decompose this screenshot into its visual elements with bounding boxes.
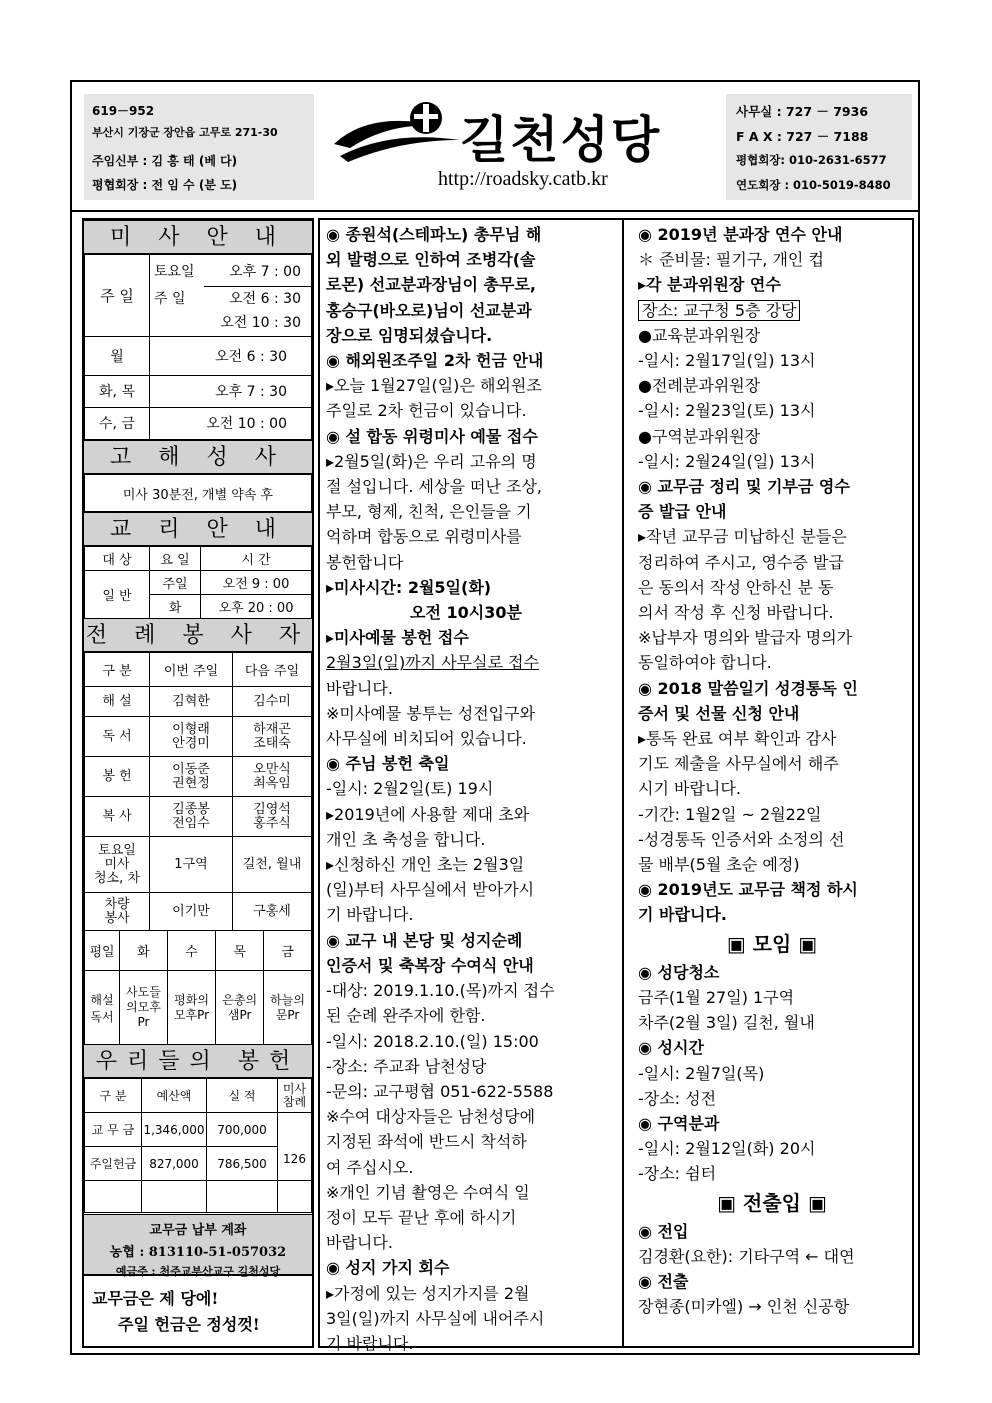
servers-row <box>85 757 312 797</box>
notice-line-text: 된 순례 완주자에 한함. <box>326 1006 486 1026</box>
bulletin-frame <box>70 80 920 1355</box>
notice-line <box>326 474 606 499</box>
notice-line <box>326 1306 606 1331</box>
notice-line-text: -장소: 성전 <box>638 1088 717 1108</box>
notice-line-text: ◉ 2019년 분과장 연수 안내 <box>638 225 843 244</box>
notice-line-text: ▸가정에 있는 성지가지를 2월 <box>326 1283 530 1303</box>
notice-line-text: -장소: 주교좌 남천성당 <box>326 1056 487 1076</box>
sun-time-2: 오전 10 : 30 <box>204 309 312 337</box>
notice-line <box>638 1219 906 1244</box>
server-this-week: 이동준 권현정 <box>150 757 233 797</box>
notice-line-text: ▸미사예물 봉헌 접수 <box>326 628 469 648</box>
servers-h3: 다음 주일 <box>233 653 312 687</box>
notice-line-text: 로몬) 선교분과장님이 총무로, <box>326 275 537 295</box>
mass-table <box>84 254 312 440</box>
notice-line-text: -일시: 2월7일(목) <box>638 1063 765 1083</box>
notice-line <box>638 1010 906 1035</box>
notice-line-text: ◉ 성시간 <box>638 1038 704 1058</box>
server-this-week: 김혁한 <box>150 687 233 717</box>
notice-line-text: -일시: 2018.2.10.(일) 15:00 <box>326 1031 539 1051</box>
notice-line <box>638 348 906 373</box>
notice-line-text: 개인 초 축성을 합니다. <box>326 829 486 849</box>
notice-line <box>326 776 606 801</box>
notice-line <box>638 625 906 650</box>
notice-line <box>638 960 906 985</box>
notice-line <box>326 272 606 297</box>
notice-line <box>638 701 906 726</box>
weekday-header: 화 <box>120 931 168 971</box>
notice-line <box>326 499 606 524</box>
notice-line <box>326 852 606 877</box>
tithe-label: 교 무 금 <box>85 1113 142 1147</box>
sunday-offering-label: 주일헌금 <box>85 1147 142 1181</box>
notice-line <box>638 751 906 776</box>
confession-title: 고 해 성 사 <box>84 440 312 474</box>
notice-line <box>326 902 606 927</box>
fax: F A X : 727 － 7188 <box>736 129 869 144</box>
notice-line <box>326 1255 606 1280</box>
notice-line-text: -대상: 2019.1.10.(목)까지 접수 <box>326 981 555 1001</box>
middle-column <box>326 222 606 1356</box>
wed-time: 오전 10 : 00 <box>150 407 312 439</box>
servers-row <box>85 687 312 717</box>
notice-line <box>326 1281 606 1306</box>
notice-line-text: ▸미사시간: 2월5일(화) <box>326 577 492 597</box>
notice-line <box>638 323 906 348</box>
notice-line <box>638 398 906 423</box>
server-this-week: 1구역 <box>150 837 233 893</box>
notice-line <box>638 726 906 751</box>
notice-line-text: -일시: 2월24일(일) 13시 <box>638 451 816 471</box>
account-holder: 예금주 : 천주교부산교구 길천성당 <box>115 1265 281 1278</box>
notice-line-text: ▸오늘 1월27일(일)은 해외원조 <box>326 376 542 396</box>
sat-label: 토요일 <box>150 255 205 287</box>
notice-line <box>638 1035 906 1060</box>
tithe-actual: 700,000 <box>207 1113 278 1147</box>
account-title: 교무금 납부 계좌 <box>149 1223 247 1238</box>
notice-line <box>638 524 906 549</box>
notice-line <box>326 701 606 726</box>
notice-line <box>638 550 906 575</box>
servers-h2: 이번 주일 <box>150 653 233 687</box>
notice-line-text: 증 발급 안내 <box>638 502 727 522</box>
office-phone: 사무실 : 727 － 7936 <box>736 104 869 119</box>
catechism-day-1: 주일 <box>150 571 201 595</box>
notice-line-text: ●전례분과위원장 <box>638 376 761 396</box>
notice-line-text: ◉ 설 합동 위령미사 예물 접수 <box>326 426 538 446</box>
wed-label: 수, 금 <box>85 407 150 439</box>
notice-line-text: ●구역분과위원장 <box>638 426 761 446</box>
notice-line-text: 주일로 2차 헌금이 있습니다. <box>326 401 527 421</box>
left-sidebar <box>82 218 314 1348</box>
server-role: 토요일 미사 청소, 차 <box>85 837 150 893</box>
notice-line <box>638 600 906 625</box>
notice-line <box>326 1180 606 1205</box>
weekday-header: 평일 <box>85 931 120 971</box>
notice-line <box>326 1079 606 1104</box>
notice-line-text: ※개인 기념 촬영은 수여식 일 <box>326 1182 530 1202</box>
notice-line <box>326 524 606 549</box>
pastor: 주임신부 : 김 흥 태 (베 다) <box>92 154 238 168</box>
server-next-week: 하재곤 조태숙 <box>233 717 312 757</box>
notice-line <box>326 802 606 827</box>
notice-line-text: -일시: 2월17일(일) 13시 <box>638 351 816 371</box>
notice-line-text: -장소: 쉼터 <box>638 1164 717 1184</box>
notice-line-text: ※납부자 명의와 발급자 명의가 <box>638 628 853 648</box>
notice-line <box>326 1205 606 1230</box>
notice-line <box>638 650 906 675</box>
notice-line-text: ◉ 전출 <box>638 1271 689 1291</box>
notice-line-text: 2월3일(일)까지 사무실로 접수 <box>326 653 540 673</box>
notice-line-text: 은 동의서 작성 안하신 분 동 <box>638 577 834 597</box>
notice-line-text: 김경환(요한): 기타구역 ← 대연 <box>638 1246 855 1266</box>
server-next-week: 김영석 홍주식 <box>233 797 312 837</box>
notice-line-text: ◉ 2018 말씀일기 성경통독 인 <box>638 678 858 698</box>
offering-h2: 예산액 <box>142 1079 207 1113</box>
catechism-group: 일 반 <box>85 571 150 619</box>
notice-line <box>326 1029 606 1054</box>
sat-time: 오후 7 : 00 <box>204 255 312 287</box>
notice-line <box>326 550 606 575</box>
notice-line-text: ▣ 모임 ▣ <box>726 931 818 956</box>
notice-line-text: -일시: 2월23일(토) 13시 <box>638 401 816 421</box>
sunday-label: 주 일 <box>85 255 150 337</box>
slogan-2: 주일 헌금은 정성껏! <box>118 1315 260 1334</box>
address: 부산시 기장군 장안읍 고무로 271-30 <box>92 126 278 139</box>
notice-line <box>326 1331 606 1356</box>
notice-line-text: ◉ 교무금 정리 및 기부금 영수 <box>638 477 850 497</box>
server-next-week: 김수미 <box>233 687 312 717</box>
server-role: 복 사 <box>85 797 150 837</box>
notice-line <box>638 902 906 927</box>
servers-row <box>85 893 312 931</box>
notice-line <box>326 600 606 625</box>
servers-table <box>84 652 312 931</box>
notice-line-text: ▸통독 완료 여부 확인과 감사 <box>638 729 837 749</box>
church-logo-icon <box>330 100 470 170</box>
notice-line <box>638 499 906 524</box>
server-this-week: 김종봉 전임수 <box>150 797 233 837</box>
attendance: 126 <box>278 1113 312 1181</box>
notice-line-text: 장소: 교구청 5층 강당 <box>638 300 800 321</box>
notice-line <box>326 928 606 953</box>
notice-line <box>326 676 606 701</box>
section-heading <box>638 928 906 960</box>
notice-line <box>638 1269 906 1294</box>
weekday-role: 해설 독서 <box>85 971 120 1045</box>
notice-line-text: 지정된 좌석에 반드시 착석하 <box>326 1132 527 1152</box>
notice-line-text: ▣ 전출입 ▣ <box>717 1190 827 1215</box>
notice-line <box>638 985 906 1010</box>
notice-line <box>638 1244 906 1269</box>
slogan-1: 교무금은 제 당에! <box>92 1289 219 1308</box>
notice-line <box>638 852 906 877</box>
notice-line-text: ◉ 주님 봉헌 축일 <box>326 754 450 774</box>
notice-line <box>638 373 906 398</box>
server-next-week: 길천, 월내 <box>233 837 312 893</box>
right-column <box>638 222 906 1319</box>
notice-line <box>326 827 606 852</box>
notice-line <box>326 978 606 1003</box>
catechism-day-2: 화 <box>150 595 201 619</box>
notice-line <box>326 625 606 650</box>
servers-row <box>85 717 312 757</box>
servers-title: 전 례 봉 사 자 <box>84 618 312 652</box>
notice-line <box>326 398 606 423</box>
sunday-offering-actual: 786,500 <box>207 1147 278 1181</box>
catechism-title: 교 리 안 내 <box>84 512 312 546</box>
catechism-table <box>84 546 312 619</box>
offering-h3: 실 적 <box>207 1079 278 1113</box>
notice-line <box>638 776 906 801</box>
notice-line <box>326 222 606 247</box>
notice-line-text: ▸2019년에 사용할 제대 초와 <box>326 804 530 824</box>
server-role: 봉 헌 <box>85 757 150 797</box>
notice-line <box>638 1086 906 1111</box>
offering-table <box>84 1078 312 1213</box>
server-this-week: 이형래 안경미 <box>150 717 233 757</box>
notice-line-text: 봉헌합니다 <box>326 552 404 572</box>
notice-line-text: ◉ 성지 가지 회수 <box>326 1258 450 1278</box>
notice-line-text: ◉ 교구 내 본당 및 성지순례 <box>326 930 523 950</box>
notice-line <box>326 953 606 978</box>
notice-line <box>326 247 606 272</box>
notice-line-text: -일시: 2월2일(토) 19시 <box>326 779 494 799</box>
weekday-header: 수 <box>167 931 215 971</box>
notice-line <box>638 676 906 701</box>
notice-line-text: ◉ 2019년도 교무금 책정 하시 <box>638 880 858 900</box>
notice-line <box>638 424 906 449</box>
server-next-week: 오만식 최옥임 <box>233 757 312 797</box>
notice-line <box>638 802 906 827</box>
server-role: 독 서 <box>85 717 150 757</box>
notice-line-text: ▸각 분과위원장 연수 <box>638 275 781 295</box>
notice-line-text: 정이 모두 끝난 후에 하시기 <box>326 1207 517 1227</box>
catechism-h1: 대 상 <box>85 547 150 571</box>
notice-line-text: 인증서 및 축복장 수여식 안내 <box>326 955 534 975</box>
notice-line-text: -성경통독 인증서와 소정의 선 <box>638 829 845 849</box>
notice-line-text: ◉ 전입 <box>638 1221 689 1241</box>
notice-line <box>638 474 906 499</box>
notice-line-text: 의서 작성 후 신청 바랍니다. <box>638 603 834 623</box>
church-name: 길천성당 <box>460 111 662 169</box>
notice-line-text: (일)부터 사무실에서 받아가시 <box>326 880 535 900</box>
servers-row <box>85 797 312 837</box>
notice-line <box>638 298 906 323</box>
confession-table <box>84 474 312 512</box>
notice-line <box>326 348 606 373</box>
notice-line <box>638 1136 906 1161</box>
notice-line <box>638 1161 906 1186</box>
notice-line-text: 3일(일)까지 사무실에 내어주시 <box>326 1308 545 1328</box>
section-heading <box>638 1187 906 1219</box>
catechism-time-1: 오전 9 : 00 <box>201 571 312 595</box>
servers-h1: 구 분 <box>85 653 150 687</box>
weekday-server: 하늘의 문Pr <box>264 971 312 1045</box>
notice-line-text: ◉ 성당청소 <box>638 962 720 982</box>
mon-time: 오전 6 : 30 <box>150 337 312 376</box>
notice-line-text: -일시: 2월12일(화) 20시 <box>638 1139 816 1159</box>
sun-time-1: 오전 6 : 30 <box>204 287 312 309</box>
notice-line-text: 바랍니다. <box>326 678 393 698</box>
youth-phone: 연도회장 : 010-5019-8480 <box>736 178 891 192</box>
notice-line <box>638 222 906 247</box>
notice-line <box>326 575 606 600</box>
notice-line <box>638 449 906 474</box>
server-this-week: 이기만 <box>150 893 233 931</box>
sunday-offering-budget: 827,000 <box>142 1147 207 1181</box>
weekday-header: 목 <box>216 931 264 971</box>
notice-line <box>638 877 906 902</box>
offering-h4: 미사 참례 <box>278 1079 312 1113</box>
notice-line <box>326 424 606 449</box>
notice-line-text: ◉ 종원석(스테파노) 총무님 해 <box>326 225 542 244</box>
tue-time: 오후 7 : 30 <box>150 375 312 407</box>
notice-line-text: 기 바랍니다. <box>638 905 727 925</box>
notice-line-text: 외 발령으로 인하여 조병각(솔 <box>326 250 536 270</box>
sun-label: 주 일 <box>154 290 186 307</box>
weekday-server: 은총의 샘Pr <box>216 971 264 1045</box>
offering-title: 우리들의 봉헌 <box>84 1044 312 1078</box>
server-role: 차량 봉사 <box>85 893 150 931</box>
notice-line <box>638 1061 906 1086</box>
notice-line <box>638 827 906 852</box>
weekday-table <box>84 930 312 1045</box>
tithe-budget: 1,346,000 <box>142 1113 207 1147</box>
notice-line-text: 금주(1월 27일) 1구역 <box>638 987 795 1007</box>
notice-line <box>638 272 906 297</box>
catechism-h2: 요 일 <box>150 547 201 571</box>
notice-line <box>638 247 906 272</box>
notice-line-text: 절 설입니다. 세상을 떠난 조상, <box>326 477 542 497</box>
notice-line-text: 억하며 합동으로 위령미사를 <box>326 527 522 547</box>
weekday-server: 사도들 의모후 Pr <box>120 971 168 1045</box>
account-number: 농협 : 813110-51-057032 <box>109 1245 287 1260</box>
notice-line-text: 부모, 형제, 친척, 은인들을 기 <box>326 502 532 522</box>
notice-line-text: 여 주십시오. <box>326 1157 414 1177</box>
contact-box <box>726 94 912 200</box>
server-role: 해 설 <box>85 687 150 717</box>
notice-line <box>326 751 606 776</box>
confession-text: 미사 30분전, 개별 약속 후 <box>85 475 312 512</box>
notice-line-text: ※수여 대상자들은 남천성당에 <box>326 1107 536 1127</box>
notice-line <box>326 877 606 902</box>
notice-line-text: ◉ 구역분과 <box>638 1113 720 1133</box>
parish-info-box <box>84 94 314 200</box>
mass-title: 미 사 안 내 <box>84 220 312 254</box>
notice-line <box>326 1104 606 1129</box>
notice-line <box>326 1054 606 1079</box>
tue-label: 화, 목 <box>85 375 150 407</box>
notice-line-text: 홍승구(바오로)님이 선교분과 <box>326 300 532 320</box>
notice-line-text: 장현종(미카엘) → 인천 신공항 <box>638 1297 850 1317</box>
notice-line <box>326 1003 606 1028</box>
council-phone: 평협회장: 010-2631-6577 <box>736 153 887 167</box>
postal-code: 619－952 <box>92 104 155 118</box>
mon-label: 월 <box>85 337 150 376</box>
notice-line-text: 정리하여 주시고, 영수증 발급 <box>638 552 844 572</box>
notice-line-text: 기도 제출을 사무실에서 해주 <box>638 754 839 774</box>
notice-line-text: 사무실에 비치되어 있습니다. <box>326 729 527 749</box>
notice-line-text: 장으로 임명되셨습니다. <box>326 325 493 345</box>
notice-line-text: ▸신청하신 개인 초는 2월3일 <box>326 855 525 875</box>
notice-line-text: ●교육분과위원장 <box>638 325 761 345</box>
council-president: 평협회장 : 전 임 수 (분 도) <box>92 178 238 192</box>
notice-line-text: ＊ 준비물: 필기구, 개인 컵 <box>638 250 824 270</box>
notice-line-text: 증서 및 선물 신청 안내 <box>638 703 800 723</box>
notice-line <box>326 373 606 398</box>
column-divider <box>622 218 624 1348</box>
notice-line-text: 차주(2월 3일) 길천, 월내 <box>638 1013 815 1033</box>
notice-line <box>326 650 606 675</box>
notice-line-text: ▸2월5일(화)은 우리 고유의 명 <box>326 451 537 471</box>
notice-line <box>638 575 906 600</box>
catechism-h3: 시 간 <box>201 547 312 571</box>
notice-line-text: ◉ 해외원조주일 2차 헌금 안내 <box>326 351 544 371</box>
notice-line <box>326 726 606 751</box>
header <box>72 82 918 212</box>
notice-line <box>326 1155 606 1180</box>
servers-row <box>85 837 312 893</box>
offering-h1: 구 분 <box>85 1079 142 1113</box>
server-next-week: 구홍세 <box>233 893 312 931</box>
notice-line-text: ※미사예물 봉투는 성전입구와 <box>326 703 536 723</box>
notice-line-text: -기간: 1월2일 ~ 2월22일 <box>638 804 822 824</box>
notice-line <box>326 449 606 474</box>
notice-line-text: ▸작년 교무금 미납하신 분들은 <box>638 527 847 547</box>
notice-line <box>326 298 606 323</box>
weekday-server: 평화의 모후Pr <box>167 971 215 1045</box>
account-box <box>84 1214 312 1276</box>
notice-line <box>326 323 606 348</box>
notice-line-text: 기 바랍니다. <box>326 1333 414 1353</box>
notice-line <box>638 1111 906 1136</box>
notice-line-text: 오전 10시30분 <box>410 603 522 623</box>
notice-line-text: 바랍니다. <box>326 1233 393 1253</box>
notice-line-text: -문의: 교구평협 051-622-5588 <box>326 1081 554 1101</box>
church-url[interactable]: http://roadsky.catb.kr <box>438 168 608 190</box>
catechism-time-2: 오후 20 : 00 <box>201 595 312 619</box>
notice-line <box>326 1230 606 1255</box>
notice-line-text: 동일하여야 합니다. <box>638 653 772 673</box>
notice-line <box>326 1129 606 1154</box>
notice-line-text: 기 바랍니다. <box>326 905 414 925</box>
notice-line-text: 물 배부(5월 초순 예정) <box>638 855 800 875</box>
notice-line <box>638 1294 906 1319</box>
weekday-header: 금 <box>264 931 312 971</box>
notice-line-text: 시기 바랍니다. <box>638 779 741 799</box>
